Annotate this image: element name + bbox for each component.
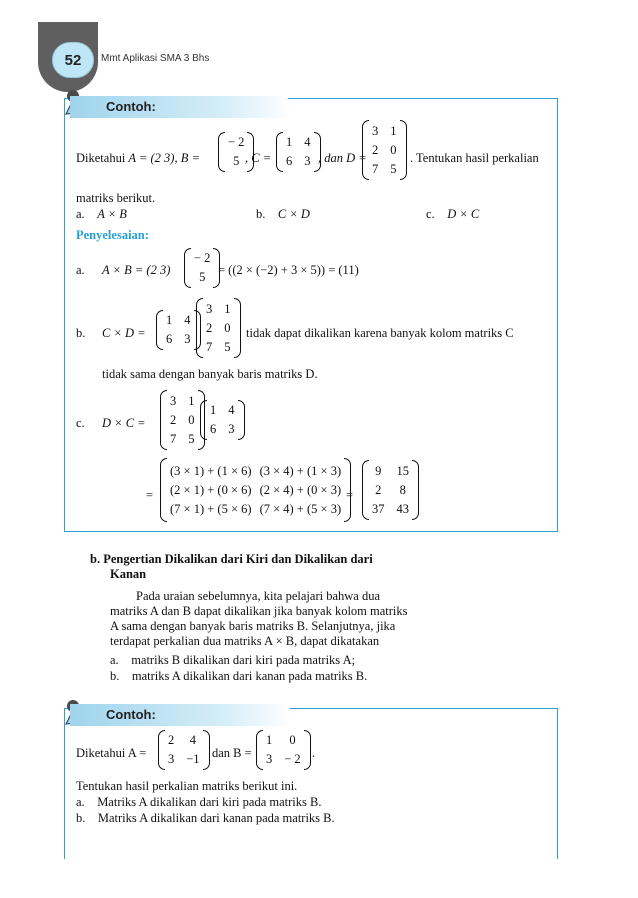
matrix-a-2: 2 4 3 −1 [158,730,210,770]
sol-b-matrix-d: 3 1 2 0 7 5 [196,298,241,358]
d-label: , dan D = [318,151,367,165]
section-heading-2: Kanan [110,567,147,581]
sol-b-text: tidak dapat dikalikan karena banyak kolom matriks C [246,326,514,340]
sol-c-matrix-c: 1 4 6 3 [200,400,245,440]
list-item: b. Matriks A dikalikan dari kanan pada matriks B. [76,811,335,825]
sol-c-work-matrix: (3 × 1) + (1 × 6) (3 × 4) + (1 × 3) (2 × 1) + (0 × 6) (2 × 4) + (0 × 3) (7 × 1) + (5 × 6) (7 × 4) + (5 × 3) [160,458,351,522]
item-b: b. C × D [256,207,310,221]
sol-a-matrix: − 2 5 [184,248,220,288]
paragraph-line: terdapat perkalian dua matriks A × B, dapat dikatakan [110,634,380,648]
given-text: Diketahui A = (2 3), B = [76,151,200,165]
sol-b-text-2: tidak sama dengan banyak baris matriks D. [102,367,318,381]
item-a: a. A × B [76,207,127,221]
example-title-1: Contoh: [70,96,292,118]
c-label: , C = [245,151,272,165]
task-text-3: Tentukan hasil perkalian matriks berikut ini. [76,779,298,793]
sol-c-eq2: = [346,488,354,502]
sol-b-matrix-c: 1 4 6 3 [156,310,201,350]
task-text: . Tentukan hasil perkalian [410,151,539,165]
matrix-d: 3 1 2 0 7 5 [362,120,407,180]
and-text: dan B = [212,746,252,760]
sol-c-eq: = [146,488,154,502]
given-text-2: Diketahui A = [76,746,147,760]
sol-a-left: A × B = (2 3) [102,263,171,277]
sol-c-result-matrix: 9 15 2 8 37 43 [362,460,419,520]
period: . [312,746,316,760]
matrix-b-2: 1 0 3 − 2 [256,730,311,770]
page-number: 52 [52,42,94,78]
example-title-2: Contoh: [70,704,292,726]
sol-b-left: C × D = [102,326,146,340]
list-item: a. Matriks A dikalikan dari kiri pada matriks B. [76,795,322,809]
task-text-2: matriks berikut. [76,191,156,205]
paragraph-line: matriks A dan B dapat dikalikan jika banyak kolom matriks [110,604,408,618]
matrix-b: − 2 5 [218,132,254,172]
running-title: Mmt Aplikasi SMA 3 Bhs [101,53,210,64]
sol-c-left: D × C = [102,416,146,430]
paragraph-line: A sama dengan banyak baris matriks B. Selanjutnya, jika [110,619,396,633]
solution-heading: Penyelesaian: [76,228,149,242]
paragraph-line: Pada uraian sebelumnya, kita pelajari bahwa dua [136,589,381,603]
list-item: a. matriks B dikalikan dari kiri pada matriks A; [110,653,356,667]
sol-c-letter: c. [76,416,85,430]
list-item: b. matriks A dikalikan dari kanan pada matriks B. [110,669,368,683]
item-c: c. D × C [426,207,480,221]
section-heading: b. Pengertian Dikalikan dari Kiri dan Dikalikan dari [90,552,373,566]
sol-b-letter: b. [76,326,86,340]
sol-a-letter: a. [76,263,85,277]
sol-a-right: = ((2 × (−2) + 3 × 5)) = (11) [218,263,359,277]
sol-c-matrix-d: 3 1 2 0 7 5 [160,390,205,450]
matrix-c: 1 4 6 3 [276,132,321,172]
